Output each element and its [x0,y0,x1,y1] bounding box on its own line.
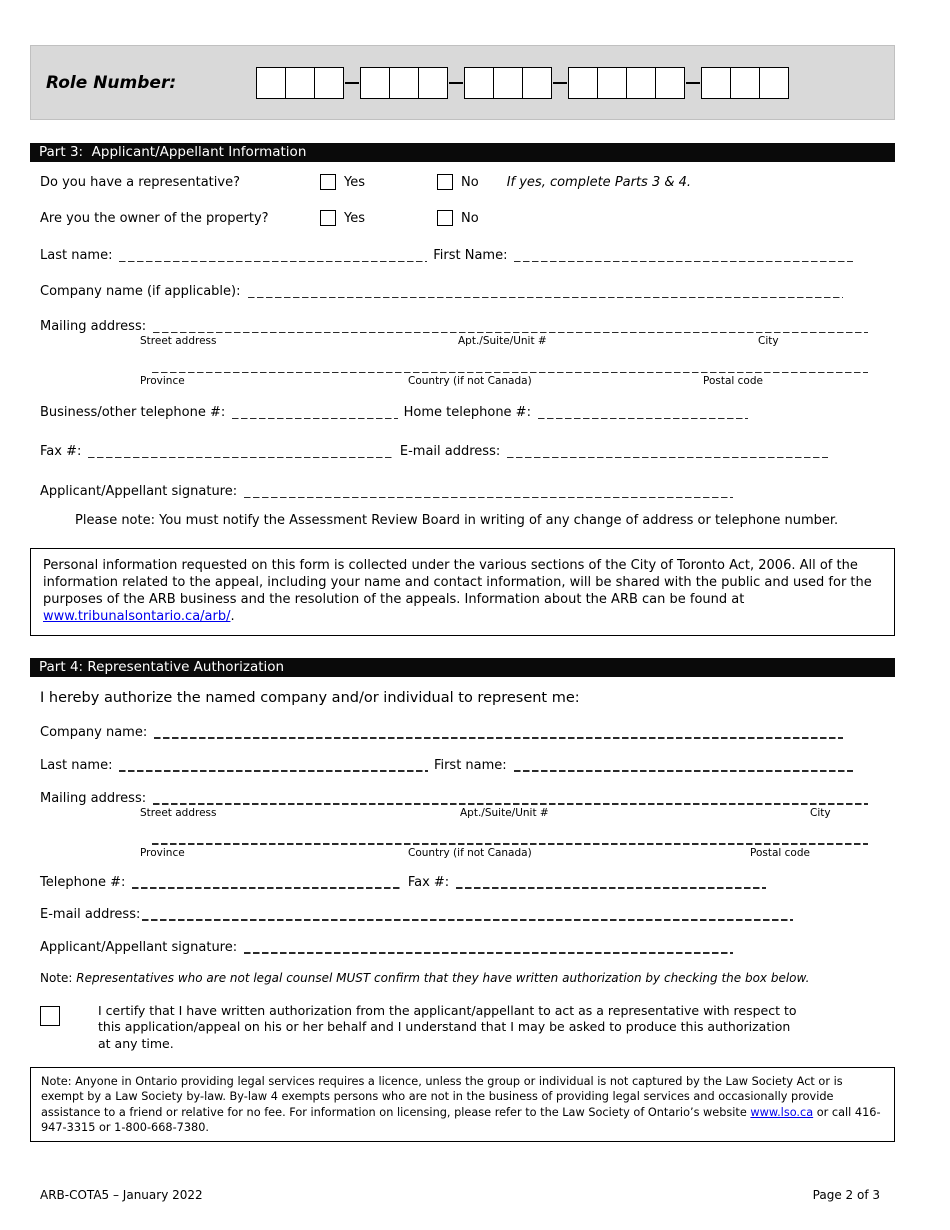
no-label: No [461,174,479,190]
street-address-label: Street address [140,335,217,347]
role-number-cell[interactable] [655,67,685,99]
role-number-cell[interactable] [626,67,656,99]
representative-yes-checkbox[interactable] [320,174,336,190]
role-number-cell[interactable] [701,67,731,99]
last-name-blank [119,758,427,773]
p4-phone-row [40,875,768,890]
certify-statement: I certify that I have written authorization from the applicant/appellant to act as a representative with respect to this application/appeal on his or her behalf and I understand that I may be asked to produce this authorization at any time. [98,1002,797,1052]
last-name-label: Last name: [40,248,113,263]
fax-blank [88,444,394,459]
country-label: Country (if not Canada) [408,846,532,859]
privacy-notice-box [30,548,895,636]
postal-code-label: Postal code [750,846,810,859]
mailing-address-blank [153,791,868,806]
signature-blank [244,940,733,955]
representative-question-label: Do you have a representative? [40,174,240,190]
signature-label: Applicant/Appellant signature: [40,939,238,955]
role-number-cell[interactable] [568,67,598,99]
p3-mailing-row-2 [150,359,870,374]
authorization-intro: I hereby authorize the named company and/or individual to represent me: [40,689,580,706]
representative-question-row [40,174,895,190]
mailing-address-label: Mailing address: [40,319,147,334]
role-number-group [256,67,344,99]
p3-signature-row [40,484,735,499]
mailing-address-label: Mailing address: [40,790,147,806]
mailing-address-blank-2 [152,359,868,374]
mailing-address-blank-2 [152,831,868,846]
last-name-blank [119,248,427,263]
privacy-notice-after: . [230,608,235,624]
fax-label: Fax #: [40,444,82,459]
province-label: Province [140,375,185,387]
note-text: Representatives who are not legal counsel MUST confirm that they have written authorization by checking the box below. [76,970,810,985]
address-change-notice: Please note: You must notify the Assessment Review Board in writing of any change of address or telephone number. [75,513,839,528]
email-label: E-mail address: [399,444,501,459]
part3-header: Part 3: Applicant/Appellant Information [30,143,895,162]
role-number-cell[interactable] [522,67,552,99]
note-prefix: Note: [40,970,73,985]
owner-question-row [40,210,895,226]
first-name-blank [514,758,853,773]
form-id-and-date: ARB-COTA5 – January 2022 [40,1188,203,1202]
telephone-label: Telephone #: [40,874,126,890]
role-number-cell[interactable] [314,67,344,99]
role-number-group [701,67,789,99]
owner-question-label: Are you the owner of the property? [40,210,269,226]
role-number-group-separator [449,82,463,84]
email-blank [142,907,793,922]
p4-address-sublabels-1 [140,807,870,819]
legal-services-notice-box [30,1067,895,1142]
first-name-label: First Name: [433,248,508,263]
p3-name-row [40,248,855,263]
privacy-notice-text: Personal information requested on this form is collected under the various sections of the City of Toronto Act, 2006. All of the information related to the appeal, including your name and contact information, will be shared with the public and used for the purposes of the ARB business and the resolution of the appeals. Information about the ARB can be found at [43,558,872,607]
representative-note [40,971,895,985]
home-phone-blank [538,405,748,420]
representative-no-checkbox[interactable] [437,174,453,190]
role-number-group-separator [345,82,359,84]
role-number-group [568,67,685,99]
p4-signature-row [40,940,735,955]
signature-label: Applicant/Appellant signature: [40,484,238,499]
p3-mailing-row [40,319,870,334]
owner-no-checkbox[interactable] [437,210,453,226]
page-footer [40,1188,880,1202]
role-number-cell[interactable] [759,67,789,99]
p4-name-row [40,758,855,773]
legal-notice-text: Note: Anyone in Ontario providing legal services requires a licence, unless the group or individual is not captured by the Law Society Act or is exempt by a Law Society by-law. By-law 4 exempts persons who are not in the business of providing legal services and occasionally provide assistance to a friend or relative for no fee. For information on licensing, please refer to the Law Society of Ontario’s website [41,1075,843,1119]
role-number-cell[interactable] [597,67,627,99]
role-number-group [360,67,448,99]
role-number-cell[interactable] [360,67,390,99]
email-blank [507,444,828,459]
role-number-cell[interactable] [389,67,419,99]
no-label: No [461,210,479,226]
p4-email-row [40,907,795,922]
role-number-cell[interactable] [493,67,523,99]
email-label: E-mail address: [40,906,141,922]
role-number-label: Role Number: [46,72,177,93]
p3-phone-row [40,405,750,420]
fax-blank [456,875,766,890]
city-label: City [758,335,779,347]
province-label: Province [140,846,185,859]
owner-yes-checkbox[interactable] [320,210,336,226]
p3-company-row [40,284,845,299]
yes-label: Yes [344,174,365,190]
tribunals-ontario-link[interactable]: www.tribunalsontario.ca/arb/ [43,608,231,624]
role-number-cell[interactable] [418,67,448,99]
role-number-boxes[interactable] [256,67,789,99]
signature-blank [244,484,733,499]
p4-mailing-row [40,791,870,806]
role-number-cell[interactable] [256,67,286,99]
apt-suite-unit-label: Apt./Suite/Unit # [460,806,549,819]
part4-header: Part 4: Representative Authorization [30,658,895,677]
p4-mailing-row-2 [150,831,870,846]
business-phone-blank [232,405,397,420]
apt-suite-unit-label: Apt./Suite/Unit # [458,335,547,347]
country-label: Country (if not Canada) [408,375,532,387]
first-name-blank [514,248,853,263]
p3-address-sublabels-1 [140,335,870,347]
role-number-cell[interactable] [730,67,760,99]
p3-fax-row [40,444,830,459]
city-label: City [810,806,831,819]
mailing-address-blank [153,319,868,334]
role-number-section [30,45,895,120]
certify-row [40,1003,895,1054]
first-name-label: First name: [433,757,507,773]
company-name-blank [154,725,843,740]
company-name-label: Company name: [40,724,148,740]
role-number-cell[interactable] [285,67,315,99]
business-phone-label: Business/other telephone #: [40,405,226,420]
legal-notice-after: or call 416-947-3315 or 1-800-668-7380. [41,1105,881,1134]
home-phone-label: Home telephone #: [403,405,531,420]
p3-address-sublabels-2 [140,375,870,387]
telephone-blank [132,875,401,890]
page-number: Page 2 of 3 [812,1188,880,1202]
role-number-group-separator [553,82,567,84]
yes-label: Yes [344,210,365,226]
role-number-group-separator [686,82,700,84]
role-number-group [464,67,552,99]
if-yes-note: If yes, complete Parts 3 & 4. [506,174,692,190]
role-number-cell[interactable] [464,67,494,99]
certify-checkbox[interactable] [40,1006,60,1026]
street-address-label: Street address [140,806,217,819]
postal-code-label: Postal code [703,375,763,387]
last-name-label: Last name: [40,757,113,773]
p4-address-sublabels-2 [140,847,870,859]
p4-company-row [40,725,845,740]
company-name-label: Company name (if applicable): [40,284,241,299]
lso-link[interactable]: www.lso.ca [750,1105,814,1119]
fax-label: Fax #: [407,874,450,890]
company-name-blank [248,284,844,299]
